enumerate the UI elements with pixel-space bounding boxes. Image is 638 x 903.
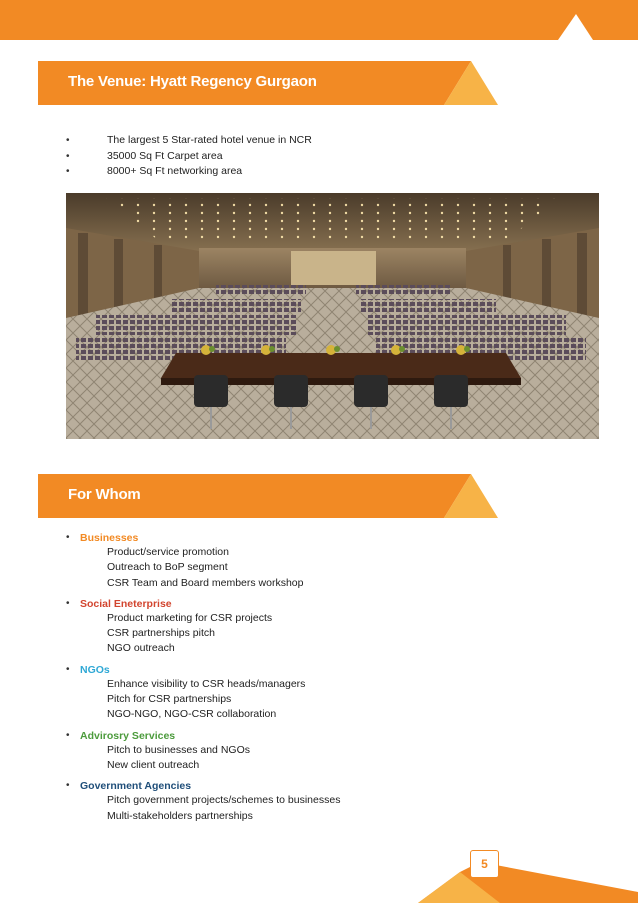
list-item [66, 149, 312, 165]
audience-list [66, 531, 340, 830]
group-item: Pitch government projects/schemes to businesses [107, 794, 341, 807]
group-item: Product/service promotion [107, 546, 229, 558]
top-decorative-band [0, 0, 638, 40]
venue-bullet-text: The largest 5 Star-rated hotel venue in NCR [107, 134, 312, 146]
group-item: Enhance visibility to CSR heads/managers [107, 677, 306, 690]
group-item: Product marketing for CSR projects [107, 611, 273, 624]
page-number: 5 [470, 850, 499, 878]
bullet-dot: • [66, 780, 70, 792]
group-item: NGO outreach [107, 642, 175, 655]
group-item: CSR Team and Board members workshop [107, 576, 304, 589]
venue-bullet-text: 35000 Sq Ft Carpet area [107, 149, 223, 162]
venue-bullet-text: 8000+ Sq Ft networking area [107, 165, 243, 177]
group-title: Businesses [80, 532, 139, 544]
list-item [66, 164, 312, 180]
bullet-dot: • [66, 597, 70, 609]
group-title: Government Agencies [80, 780, 192, 793]
bullet-dot: • [66, 135, 70, 146]
group-item: New client outreach [107, 758, 200, 771]
bullet-dot: • [66, 532, 70, 543]
group-item: Pitch to businesses and NGOs [107, 743, 250, 756]
group-title: Social Eneterprise [80, 597, 172, 610]
group-title: Advirosry Services [80, 729, 176, 742]
venue-title: The Venue: Hyatt Regency Gurgaon [68, 73, 317, 90]
hotel-ballroom-photo [66, 193, 599, 439]
group-item: NGO-NGO, NGO-CSR collaboration [107, 708, 277, 721]
group-item: Pitch for CSR partnerships [107, 693, 232, 706]
group-title: NGOs [80, 663, 110, 676]
audience-group-government-agencies [66, 779, 340, 824]
bullet-dot: • [66, 166, 70, 177]
audience-group-advisory-services [66, 729, 340, 774]
audience-group-businesses [66, 531, 340, 591]
list-item [66, 133, 312, 149]
group-item: CSR partnerships pitch [107, 627, 215, 640]
venue-section-banner [38, 61, 498, 105]
group-item: Outreach to BoP segment [107, 561, 228, 574]
audience-group-ngos [66, 663, 340, 723]
audience-group-social-enterprise [66, 597, 340, 657]
group-item: Multi-stakeholders partnerships [107, 809, 253, 822]
ballroom-illustration [66, 193, 599, 439]
venue-bullet-list [66, 133, 312, 180]
bottom-decorative-band [0, 862, 638, 903]
for-whom-section-banner [38, 474, 498, 518]
for-whom-title: For Whom [68, 486, 141, 503]
bullet-dot: • [66, 729, 70, 741]
bullet-dot: • [66, 663, 70, 675]
bullet-dot: • [66, 150, 70, 162]
